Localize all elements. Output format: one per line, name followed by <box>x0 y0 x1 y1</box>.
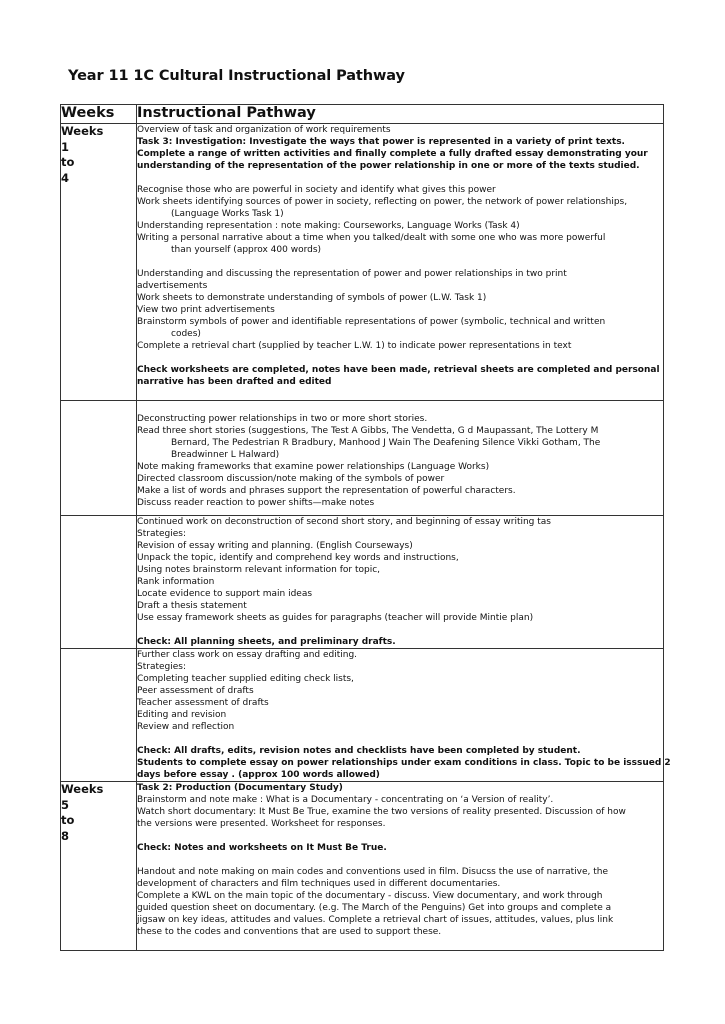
pathway-row <box>61 516 664 649</box>
text-line: Revision of essay writing and planning. (English Courseways) <box>137 541 413 551</box>
text-line: than yourself (approx 400 words) <box>171 245 322 255</box>
text-line: guided question sheet on documentary. (e.g. The March of the Penguins) Get into groups and complete a <box>137 903 612 913</box>
text-line: Review and reflection <box>137 722 235 732</box>
text-line: Understanding representation : note making: Courseworks, Language Works (Task 4) <box>137 221 520 231</box>
text-line: these to the codes and conventions that are used to support these. <box>137 927 442 937</box>
page-title: Year 11 1C Cultural Instructional Pathway <box>68 68 405 84</box>
text-line: Draft a thesis statement <box>137 601 247 611</box>
pathway-cell <box>137 401 664 516</box>
text-line: Handout and note making on main codes and conventions used in film. Disucss the use of narrative, the <box>137 867 609 877</box>
bold-line: understanding of the representation of the power relationship in one or more of the texts studied. <box>137 161 640 171</box>
text-line: Discuss reader reaction to power shifts—make notes <box>137 498 375 508</box>
weeks-cell <box>61 649 137 782</box>
bold-line: Students to complete essay on power relationships under exam conditions in class. Topic to be isssued 2 <box>137 758 671 768</box>
pathway-row <box>61 124 664 401</box>
text-line: (Language Works Task 1) <box>171 209 284 219</box>
bold-line: Complete a range of written activities and finally complete a fully drafted essay demonstrating your <box>137 149 648 159</box>
header-row <box>61 105 664 124</box>
text-line: View two print advertisements <box>137 305 275 315</box>
text-line: Complete a KWL on the main topic of the documentary - discuss. View documentary, and work through <box>137 891 603 901</box>
pathway-row <box>61 782 664 951</box>
text-line: Work sheets identifying sources of power in society, reflecting on power, the network of power relationships, <box>137 197 628 207</box>
pathway-row <box>61 401 664 516</box>
weeks-cell <box>61 782 137 951</box>
spacer <box>137 624 663 636</box>
text-line: Continued work on deconstruction of second short story, and beginning of essay writing tas <box>137 517 551 527</box>
weeks-label: 8 <box>61 828 70 843</box>
pathway-cell <box>137 124 664 401</box>
text-line: codes) <box>171 329 201 339</box>
text-line: Brainstorm symbols of power and identifiable representations of power (symbolic, technical and written <box>137 317 606 327</box>
weeks-label: 1 <box>61 139 70 154</box>
spacer <box>137 938 663 950</box>
pathway-cell <box>137 782 664 951</box>
pathway-cell <box>137 649 671 782</box>
bold-line: Task 2: Production (Documentary Study) <box>137 783 343 793</box>
pathway-table <box>60 104 671 951</box>
weeks-label: to <box>61 813 75 827</box>
text-line: Unpack the topic, identify and comprehend key words and instructions, <box>137 553 459 563</box>
text-line: Strategies: <box>137 529 186 539</box>
text-line: Make a list of words and phrases support the representation of powerful characters. <box>137 486 516 496</box>
spacer <box>137 352 663 364</box>
text-line: Watch short documentary: It Must Be True, examine the two versions of reality presented. Discussion of how <box>137 807 626 817</box>
spacer <box>137 509 663 515</box>
text-line: jigsaw on key ideas, attitudes and values. Complete a retrieval chart of issues, attitudes, values, plus link <box>137 915 614 925</box>
spacer <box>137 256 663 268</box>
spacer <box>137 172 663 184</box>
spacer <box>137 401 663 413</box>
text-line: Directed classroom discussion/note making of the symbols of power <box>137 474 445 484</box>
text-line: Read three short stories (suggestions, The Test A Gibbs, The Vendetta, G d Maupassant, The Lottery M <box>137 426 599 436</box>
text-line: Work sheets to demonstrate understanding of symbols of power (L.W. Task 1) <box>137 293 487 303</box>
text-line: Editing and revision <box>137 710 227 720</box>
pathway-row <box>61 649 664 782</box>
text-line: Writing a personal narrative about a time when you talked/dealt with some one who was more powerful <box>137 233 606 243</box>
weeks-cell <box>61 124 137 401</box>
spacer <box>137 388 663 400</box>
pathway-header: Instructional Pathway <box>137 105 664 124</box>
bold-line: Check: Notes and worksheets on It Must Be True. <box>137 843 387 853</box>
text-line: Further class work on essay drafting and editing. <box>137 650 358 660</box>
text-line: the versions were presented. Worksheet for responses. <box>137 819 386 829</box>
text-line: Teacher assessment of drafts <box>137 698 269 708</box>
text-line: Note making frameworks that examine power relationships (Language Works) <box>137 462 490 472</box>
weeks-cell <box>61 401 137 516</box>
weeks-label: Weeks <box>61 124 104 138</box>
spacer <box>137 854 663 866</box>
weeks-label: 5 <box>61 797 70 812</box>
text-line: Using notes brainstorm relevant information for topic, <box>137 565 381 575</box>
text-line: Complete a retrieval chart (supplied by teacher L.W. 1) to indicate power representations in text <box>137 341 572 351</box>
text-line: advertisements <box>137 281 208 291</box>
weeks-label: Weeks <box>61 782 104 796</box>
pathway-cell <box>137 516 664 649</box>
bold-line: days before essay . (approx 100 words allowed) <box>137 770 380 780</box>
weeks-label: 4 <box>61 170 70 185</box>
text-line: Peer assessment of drafts <box>137 686 254 696</box>
text-line: Strategies: <box>137 662 186 672</box>
text-line: Recognise those who are powerful in society and identify what gives this power <box>137 185 496 195</box>
text-line: Breadwinner L Halward) <box>171 450 280 460</box>
bold-line: Check: All planning sheets, and preliminary drafts. <box>137 637 396 647</box>
text-line: Deconstructing power relationships in two or more short stories. <box>137 414 428 424</box>
text-line: development of characters and film techniques used in different documentaries. <box>137 879 501 889</box>
text-line: Brainstorm and note make : What is a Documentary - concentrating on ‘a Version of reality’. <box>137 795 554 805</box>
bold-line: narrative has been drafted and edited <box>137 377 332 387</box>
text-line: Locate evidence to support main ideas <box>137 589 313 599</box>
weeks-header: Weeks <box>61 105 137 124</box>
text-line: Completing teacher supplied editing check lists, <box>137 674 354 684</box>
text-line: Overview of task and organization of work requirements <box>137 125 391 135</box>
spacer <box>137 830 663 842</box>
text-line: Understanding and discussing the representation of power and power relationships in two print <box>137 269 567 279</box>
bold-line: Task 3: Investigation: Investigate the ways that power is represented in a variety of print texts. <box>137 137 625 147</box>
spacer <box>137 733 663 745</box>
bold-line: Check worksheets are completed, notes have been made, retrieval sheets are completed and personal <box>137 365 660 375</box>
text-line: Bernard, The Pedestrian R Bradbury, Manhood J Wain The Deafening Silence Vikki Gotham, The <box>171 438 601 448</box>
weeks-label: to <box>61 155 75 169</box>
weeks-cell <box>61 516 137 649</box>
text-line: Use essay framework sheets as guides for paragraphs (teacher will provide Mintie plan) <box>137 613 534 623</box>
text-line: Rank information <box>137 577 215 587</box>
bold-line: Check: All drafts, edits, revision notes and checklists have been completed by student. <box>137 746 581 756</box>
